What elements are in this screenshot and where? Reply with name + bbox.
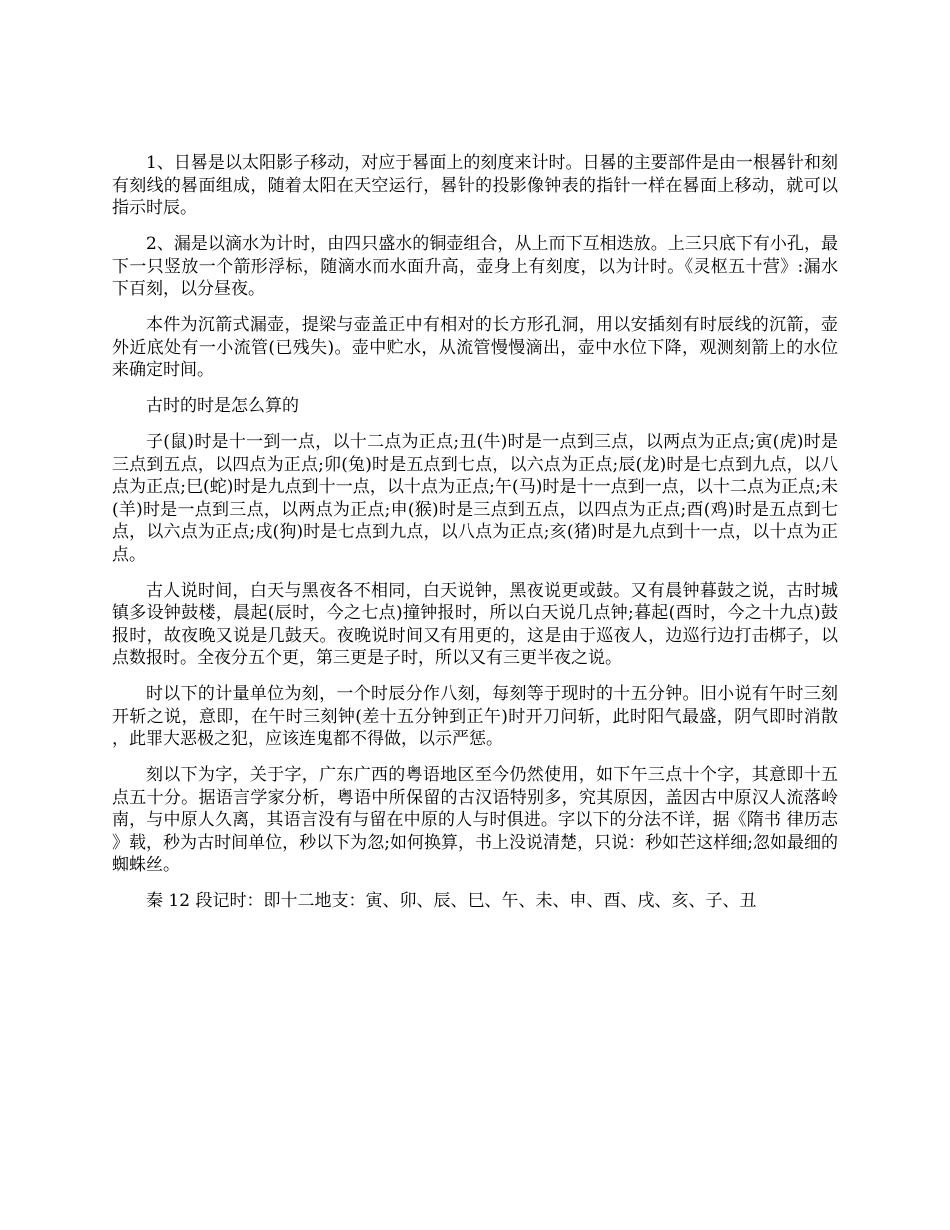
paragraph-ke-unit: 时以下的计量单位为刻，一个时辰分作八刻，每刻等于现时的十五分钟。旧小说有午时三刻开斩之说，意即，在午时三刻钟(差十五分钟到正午)时开刀问斩，此时阳气最盛，阴气即时消散，此罪大恶极之犯，应该连鬼都不得做，以示严惩。 (112, 684, 838, 749)
paragraph-heading-ancient-hours: 古时的时是怎么算的 (146, 396, 299, 416)
paragraph-water-clock: 2、漏是以滴水为计时，由四只盛水的铜壶组合，从上而下互相迭放。上三只底下有小孔，最下一只竖放一个箭形浮标，随滴水而水面升高，壶身上有刻度，以为计时。《灵枢五十营》:漏水下百刻，以分昼夜。 (112, 234, 838, 299)
document-page (112, 152, 838, 926)
paragraph-twelve-hours: 子(鼠)时是十一到一点，以十二点为正点;丑(牛)时是一点到三点，以两点为正点;寅(虎)时是三点到五点，以四点为正点;卯(兔)时是五点到七点，以六点为正点;辰(龙)时是七点到九点，以八点为正点;巳(蛇)时是九点到十一点，以十点为正点;午(马)时是十一点到一点，以十二点为正点;未(羊)时是一点到三点，以两点为正点;申(猴)时是三点到五点，以四点为正点;酉(鸡)时是五点到七点，以六点为正点;戌(狗)时是七点到九点，以八点为正点;亥(猪)时是九点到十一点，以十点为正点。 (112, 432, 838, 565)
paragraph-sundial: 1、日晷是以太阳影子移动，对应于晷面上的刻度来计时。日晷的主要部件是由一根晷针和刻有刻线的晷面组成，随着太阳在天空运行，晷针的投影像钟表的指针一样在晷面上移动，就可以指示时辰。 (112, 153, 838, 218)
paragraph-sinking-arrow-clepsydra: 本件为沉箭式漏壶，提梁与壶盖正中有相对的长方形孔洞，用以安插刻有时辰线的沉箭，壶外近底处有一小流管(已残失)。壶中贮水，从流管慢慢滴出，壶中水位下降，观测刻箭上的水位来确定时间。 (112, 315, 838, 380)
paragraph-zi-unit: 刻以下为字，关于字，广东广西的粤语地区至今仍然使用，如下午三点十个字，其意即十五点五十分。据语言学家分析，粤语中所保留的古汉语特别多，究其原因，盖因古中原汉人流落岭南，与中原人久离，其语言没有与留在中原的人与时俱进。字以下的分法不详，据《隋书 律历志》载，秒为古时间单位，秒以下为忽;如何换算，书上没说清楚，只说：秒如芒这样细;忽如最细的蜘蛛丝。 (112, 765, 839, 875)
paragraph-qin-twelve-periods: 秦 12 段记时：即十二地支：寅、卯、辰、巳、午、未、申、酉、戌、亥、子、丑 (146, 891, 757, 911)
paragraph-bell-and-drum: 古人说时间，白天与黑夜各不相同，白天说钟，黑夜说更或鼓。又有晨钟暮鼓之说，古时城镇多设钟鼓楼，晨起(辰时，今之七点)撞钟报时，所以白天说几点钟;暮起(酉时，今之十九点)鼓报时，故夜晚又说是几鼓天。夜晚说时间又有用更的，这是由于巡夜人，边巡行边打击梆子，以点数报时。全夜分五个更，第三更是子时，所以又有三更半夜之说。 (112, 580, 838, 668)
